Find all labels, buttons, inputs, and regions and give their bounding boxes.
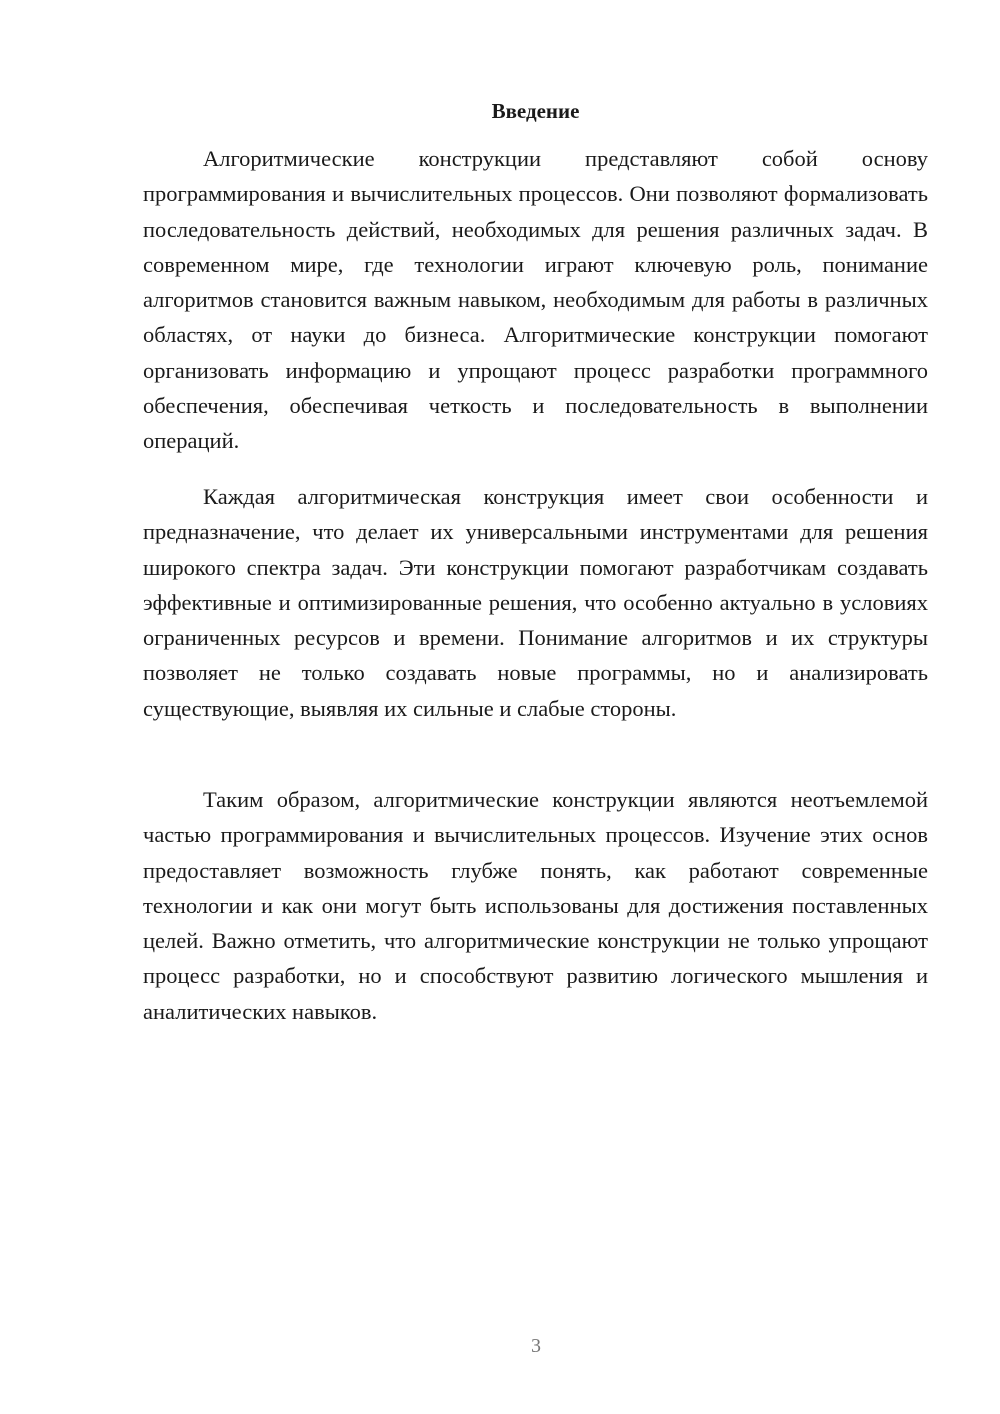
section-heading: Введение	[491, 99, 580, 123]
paragraph-2: Каждая алгоритмическая конструкция имеет свои особенности и предназначение, что делает их универсальными инструментами для решения широкого спектра задач. Эти конструкции помогают разработчикам создавать эффективные и оптимизированные решения, что особенно актуально в условиях ограниченных ресурсов и времени. Понимание алгоритмов и их структуры позволяет не только создавать новые программы, но и анализировать существующие, выявляя их сильные и слабые стороны.	[143, 484, 928, 721]
page-number: 3	[531, 1335, 541, 1357]
paragraph-1: Алгоритмические конструкции представляют собой основу программирования и вычислительных процессов. Они позволяют формализовать последовательность действий, необходимых для решения различных задач. В современном мире, где технологии играют ключевую роль, понимание алгоритмов становится важным навыком, необходимым для работы в различных областях, от науки до бизнеса. Алгоритмические конструкции помогают организовать информацию и упрощают процесс разработки программного обеспечения, обеспечивая четкость и последовательность в выполнении операций.	[143, 146, 928, 454]
paragraph-3: Таким образом, алгоритмические конструкции являются неотъемлемой частью программирования и вычислительных процессов. Изучение этих основ предоставляет возможность глубже понять, как работают современные технологии и как они могут быть использованы для достижения поставленных целей. Важно отметить, что алгоритмические конструкции не только упрощают процесс разработки, но и способствуют развитию логического мышления и аналитических навыков.	[143, 787, 928, 1024]
